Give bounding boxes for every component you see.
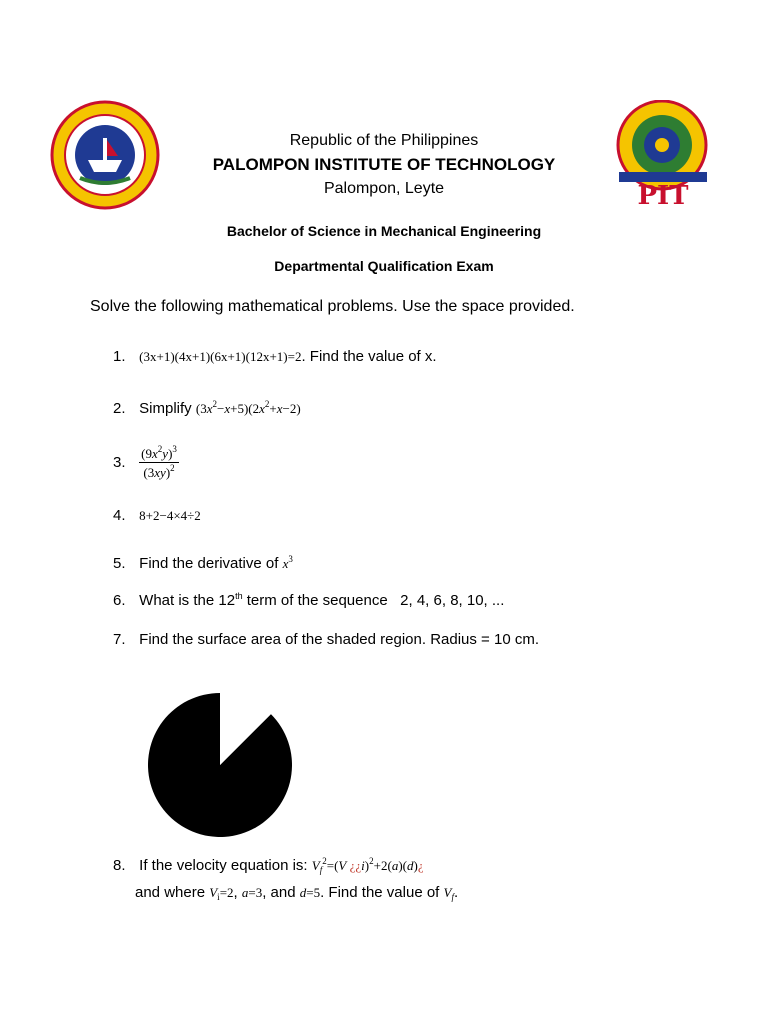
- q8-a-value: a=3: [241, 885, 263, 900]
- q5-expression: $x^3$: [282, 554, 293, 571]
- institution-heading: PALOMPON INSTITUTE OF TECHNOLOGY: [212, 155, 556, 174]
- location-heading: Palompon, Leyte: [323, 180, 445, 197]
- instructions: Solve the following mathematical problems. Use the space provided.: [90, 298, 575, 315]
- country-heading: Republic of the Philippines: [289, 132, 479, 149]
- question-number: 8.: [113, 857, 126, 874]
- question-5: [113, 554, 293, 572]
- exam-heading: Departmental Qualification Exam: [274, 258, 494, 274]
- q8-line2-a: and where: [135, 884, 210, 901]
- q8-line2-d: . Find the value of: [320, 884, 444, 901]
- program-heading: Bachelor of Science in Mechanical Engineering: [226, 223, 542, 239]
- q2-expression: $(3x^2-x+5)(2x^2+x-2)$: [195, 399, 301, 416]
- q8-line2-b: ,: [233, 884, 242, 901]
- q3-fraction: $\frac{(9x^2y)^3}{(3xy)^2}$: [141, 444, 177, 480]
- question-number: 2.: [113, 400, 126, 417]
- q8-text-a: If the velocity equation is:: [139, 857, 312, 874]
- q7-text: Find the surface area of the shaded region. Radius = 10 cm.: [139, 631, 539, 648]
- question-8-line-2: [135, 884, 458, 902]
- question-8: [113, 856, 424, 875]
- question-1: [113, 348, 437, 365]
- q8-vf-symbol: $V_f$: [443, 885, 454, 902]
- question-6: [113, 591, 504, 609]
- pit-wordmark: PIT: [637, 181, 689, 210]
- q8-velocity-equation: $V_f^2=(V$ ¿¿i)$^2$+2(a)(d)¿: [311, 856, 424, 875]
- question-number: 4.: [113, 507, 126, 524]
- q8-line2-c: , and: [262, 884, 300, 901]
- question-number: 1.: [113, 348, 126, 365]
- question-2: [113, 399, 301, 417]
- q6-superscript: th: [235, 591, 243, 601]
- q1-text: . Find the value of x.: [301, 348, 437, 365]
- q1-equation: (3x+1)(4x+1)(6x+1)(12x+1)=2: [139, 349, 302, 364]
- q2-text: Simplify: [139, 400, 196, 417]
- question-number: 5.: [113, 555, 126, 572]
- shaded-circle-figure: [145, 690, 295, 840]
- q8-d-value: d=5: [299, 885, 321, 900]
- question-3: [113, 444, 179, 481]
- question-7: [113, 631, 539, 648]
- question-number: 6.: [113, 592, 126, 609]
- q6-text-a: What is the 12: [139, 592, 236, 609]
- q6-text-b: term of the sequence 2, 4, 6, 8, 10, ...: [242, 592, 505, 609]
- q4-expression: 8+2−4×4÷2: [139, 508, 201, 523]
- q8-line2-e: .: [453, 884, 459, 901]
- q5-text: Find the derivative of: [139, 555, 283, 572]
- q8-vi-value: $V_i=2$: [209, 885, 234, 902]
- question-4: [113, 507, 201, 524]
- question-number: 3.: [113, 454, 126, 471]
- question-number: 7.: [113, 631, 126, 648]
